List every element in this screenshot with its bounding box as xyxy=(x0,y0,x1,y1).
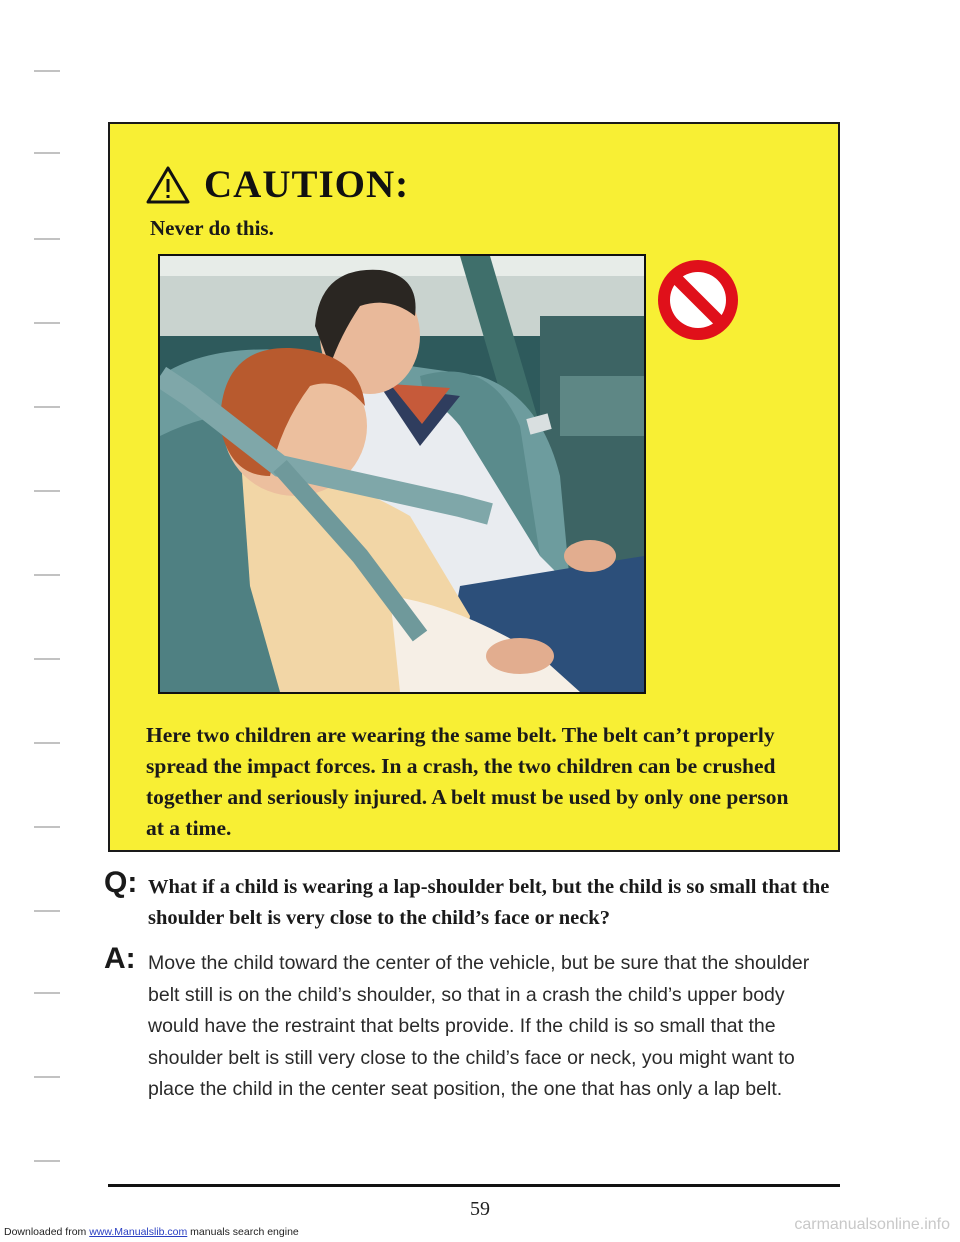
caution-title: CAUTION: xyxy=(204,163,410,206)
footer-rule xyxy=(108,1184,840,1187)
margin-tick xyxy=(34,658,60,660)
caution-heading xyxy=(146,162,409,207)
caution-box xyxy=(108,122,840,852)
caution-lead: Never do this. xyxy=(150,216,274,240)
warning-triangle-icon xyxy=(146,165,190,205)
margin-tick xyxy=(34,1076,60,1078)
answer-text: Move the child toward the center of the vehicle, but be sure that the shoulder belt still is on the child’s shoulder, so that in a crash the child’s upper body would have the restraint that belts provide. If the child is so small that the shoulder belt is still very close to the child’s face or neck, you might want to place the child in the center seat position, the one that has only a lap belt. xyxy=(148,952,810,1100)
margin-tick xyxy=(34,742,60,744)
question-text: What if a child is wearing a lap-shoulder belt, but the child is so small that the shoulder belt is very close to the child’s face or neck? xyxy=(148,876,830,929)
watermark: carmanualsonline.info xyxy=(794,1216,950,1233)
answer-block xyxy=(104,942,844,1148)
manualslib-link[interactable]: www.Manualslib.com xyxy=(89,1226,188,1238)
caution-body: Here two children are wearing the same belt. The belt can’t properly spread the impact forces. In a crash, the two children can be crushed together and seriously injured. A belt must be used by only one person at a time. xyxy=(146,723,789,840)
illustration-children-sharing-belt xyxy=(158,254,646,694)
margin-tick xyxy=(34,238,60,240)
margin-tick xyxy=(34,406,60,408)
margin-tick xyxy=(34,826,60,828)
footer-suffix: manuals search engine xyxy=(187,1226,299,1238)
prohibited-icon xyxy=(656,258,740,342)
download-source-footer xyxy=(4,1226,299,1238)
margin-tick xyxy=(34,910,60,912)
margin-tick xyxy=(34,1160,60,1162)
question-block xyxy=(104,866,844,936)
answer-marker: A: xyxy=(104,942,136,975)
footer-prefix: Downloaded from xyxy=(4,1226,90,1238)
margin-tick xyxy=(34,70,60,72)
illustration-drawing xyxy=(160,256,644,692)
question-marker: Q: xyxy=(104,866,138,899)
margin-tick xyxy=(34,152,60,154)
margin-tick xyxy=(34,490,60,492)
margin-tick xyxy=(34,322,60,324)
margin-tick xyxy=(34,574,60,576)
margin-tick xyxy=(34,992,60,994)
page-number: 59 xyxy=(470,1198,490,1220)
